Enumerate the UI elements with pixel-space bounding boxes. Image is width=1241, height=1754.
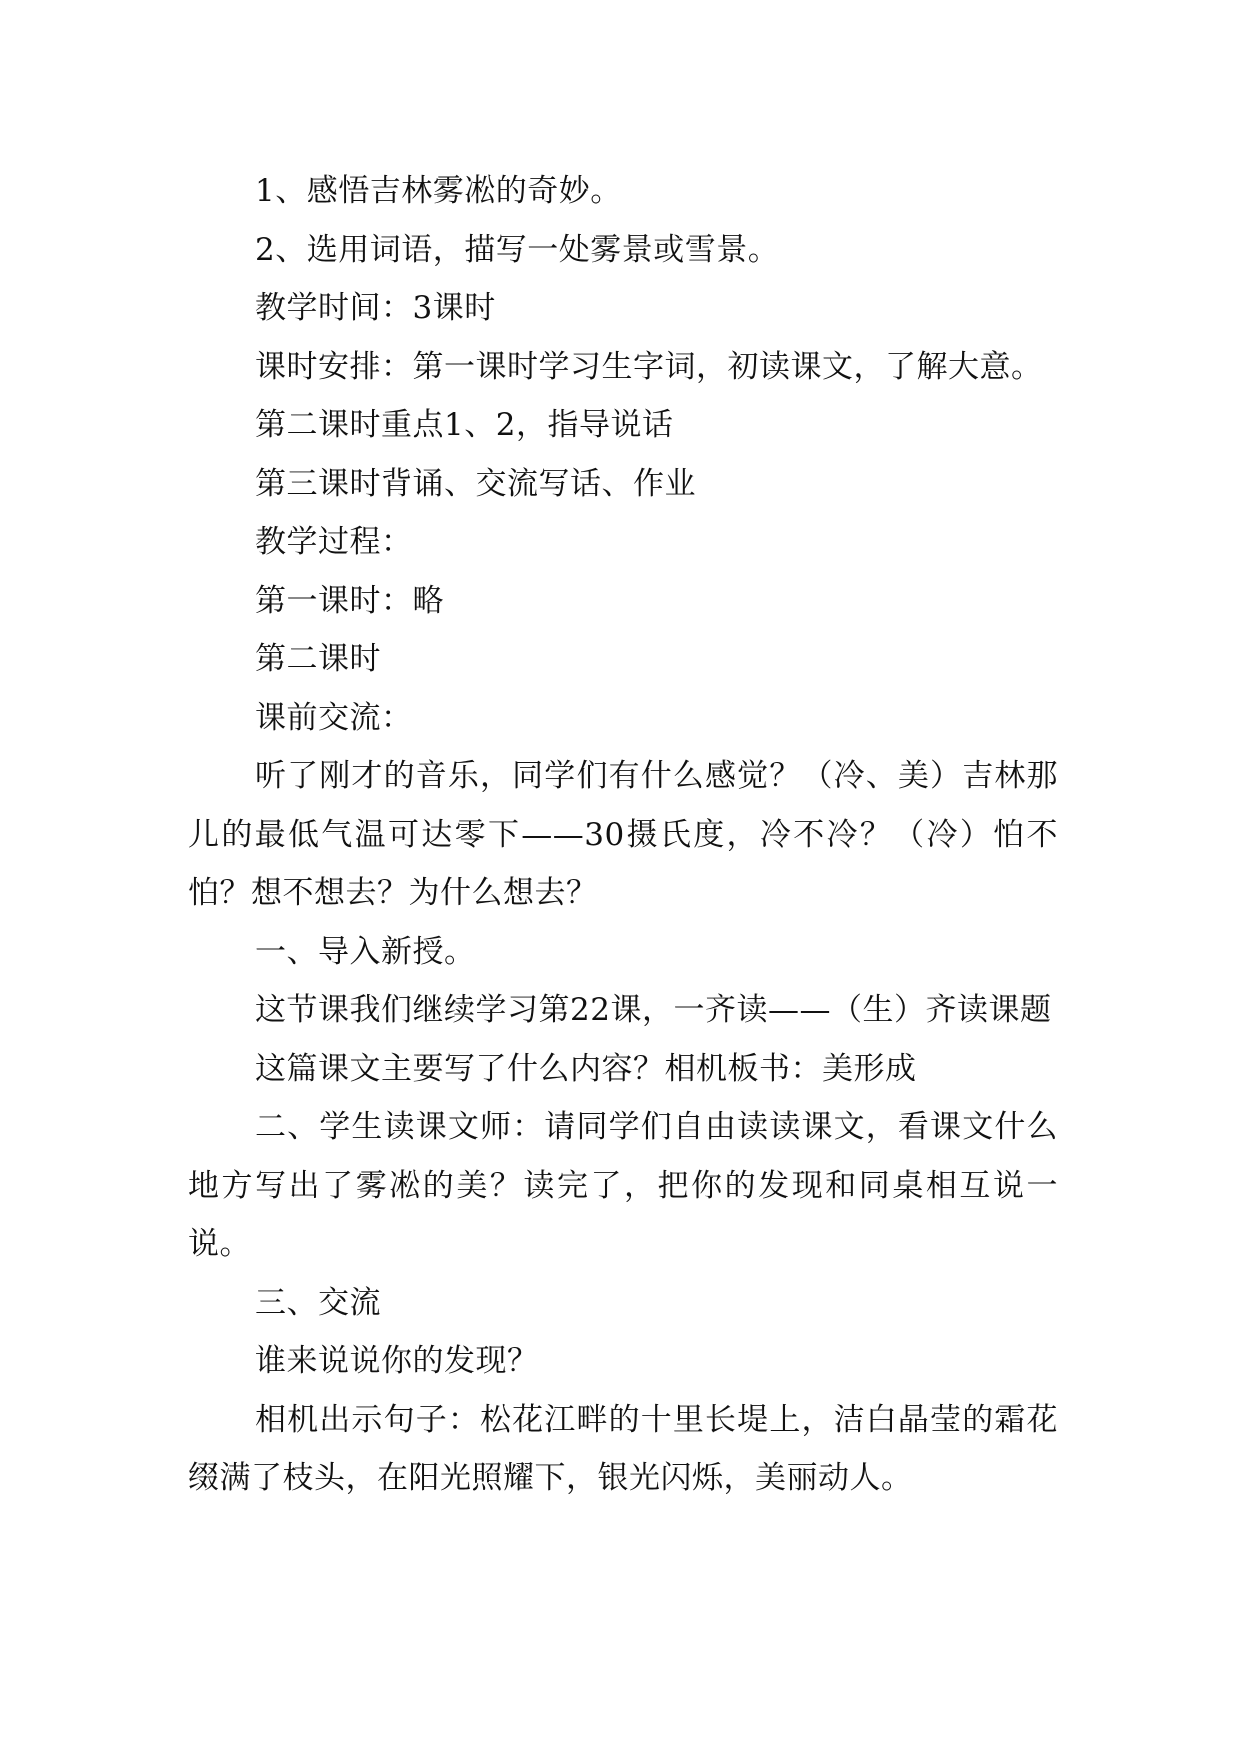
paragraph-teaching-time: 教学时间：3课时 bbox=[255, 290, 496, 326]
paragraph-sentence-display: 相机出示句子：松花江畔的十里长堤上，洁白晶莹的霜花缀满了枝头，在阳光照耀下，银光闪烁，美丽动人。 bbox=[188, 1401, 1058, 1496]
paragraph-section-2: 二、学生读课文师：请同学们自由读读课文，看课文什么地方写出了雾凇的美？读完了，把你的发现和同桌相互说一说。 bbox=[188, 1109, 1058, 1262]
paragraph-section-3: 三、交流 bbox=[255, 1284, 381, 1321]
paragraph-goal-2: 2、选用词语，描写一处雾景或雪景。 bbox=[255, 231, 780, 268]
paragraph-section-1: 一、导入新授。 bbox=[255, 933, 476, 970]
document-body bbox=[188, 162, 1058, 1508]
paragraph-content-question: 这篇课文主要写了什么内容？相机板书：美形成 bbox=[255, 1050, 917, 1087]
paragraph-third-lesson: 第三课时背诵、交流写话、作业 bbox=[255, 465, 696, 502]
paragraph-second-lesson: 第二课时 bbox=[255, 641, 381, 677]
paragraph-first-lesson: 第一课时：略 bbox=[255, 582, 444, 619]
paragraph-discovery: 谁来说说你的发现？ bbox=[255, 1343, 539, 1379]
paragraph-goal-1: 1、感悟吉林雾凇的奇妙。 bbox=[255, 173, 622, 209]
paragraph-lesson-plan: 课时安排：第一课时学习生字词，初读课文，了解大意。 bbox=[255, 348, 1043, 385]
paragraph-second-lesson-focus: 第二课时重点1、2，指导说话 bbox=[255, 407, 674, 443]
paragraph-pre-class: 课前交流： bbox=[255, 699, 413, 736]
paragraph-teaching-process: 教学过程： bbox=[255, 524, 413, 560]
paragraph-read-title: 这节课我们继续学习第22课，一齐读——（生）齐读课题 bbox=[255, 992, 1052, 1028]
paragraph-music-question: 听了刚才的音乐，同学们有什么感觉？（冷、美）吉林那儿的最低气温可达零下——30摄氏度，冷不冷？（冷）怕不怕？想不想去？为什么想去？ bbox=[188, 758, 1058, 911]
